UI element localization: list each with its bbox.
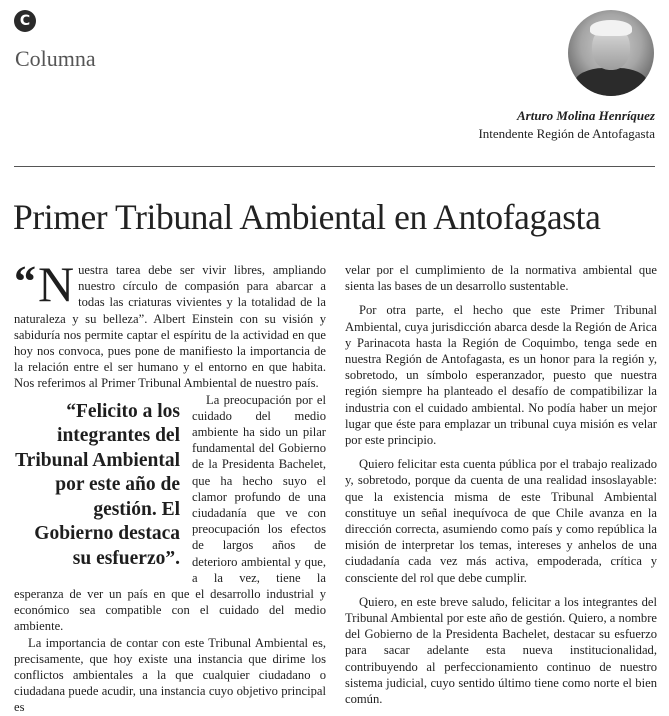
article-column-left [14,256,326,716]
article-paragraph: Por otra parte, el hecho que este Primer Tribunal Ambiental, cuya jurisdicción abarca desde la Región de Arica y Parinacota hasta la Región de Coquimbo, tenga sede en nuestra Región de Antofagasta, es un honor para la región y, sobretodo, un símbolo esperanzador, puesto que nuestra región siempre ha planteado el desafío de compatibilizar la industria con el cuidado ambiental. No podía haber un mejor lugar que éste para emplazar un tribunal cuya misión es velar por este principio. [345,303,657,448]
open-quote-mark: “ [14,257,36,306]
article-paragraph: Quiero felicitar esta cuenta pública por el trabajo realizado y, sobretodo, porque da cuenta de una realidad insoslayable: que la existencia misma de este Tribunal Ambiental constituye un señal inequívoca de que Chile avanza en la dirección correcta, asumiendo como país y como república la misión de interpretar los temas, intereses y anhelos de una ciudadanía cada vez más activa, empoderada, crítica y consciente del rol que debe cumplir. [345,457,657,585]
article-paragraph: La importancia de contar con este Tribunal Ambiental es, precisamente, que hoy existe una instancia que dirime los conflictos ambientales a la que cualquier ciudadano o ciudadana puede acudir, una instancia cuyo objetivo principal es [14,635,326,715]
article-paragraph: velar por el cumplimiento de la normativa ambiental que sienta las bases de un desarrollo sustentable. [345,263,657,294]
author-photo [568,10,654,96]
column-badge: C [14,10,36,32]
header-divider [14,166,655,167]
lead-text: uestra tarea debe ser vivir libres, ampliando nuestro círculo de compasión para abarcar a todas las criaturas vivientes y la totalidad de la naturaleza y su belleza”. Albert Einstein con su visión y sabiduría nos permite captar el espíritu de la actividad en que hoy nos convoca, pues pone de manifiesto la importancia de la relación entre el ser humano y el entorno en que habita. Nos referimos al Primer Tribunal Ambiental de nuestro país. [14,263,326,391]
article-column-right [345,262,657,715]
pull-quote: “Felicito a los integrantes del Tribunal Ambiental por este año de gestión. El Gobierno destaca su esfuerzo”. [15,400,180,569]
article-lead-paragraph [14,256,326,392]
headline: Primer Tribunal Ambiental en Antofagasta [13,197,601,237]
article-paragraph: La preocupación por el cuidado del medio ambiente ha sido un pilar fundamental del Gobierno de la Presidenta Bachelet, que ha hecho suyo el clamor profundo de una ciudadanía que ve con preocupación los efectos de largos años de deterioro ambiental y que, a la vez, tiene la esperanza de ver un país en que el desarrollo industrial y económico sea compatible con el cuidado del medio ambiente. [14,392,326,634]
article-paragraph: Quiero, en este breve saludo, felicitar a los integrantes del Tribunal Ambiental por este año de gestión. Quiero, a nombre del Gobierno de la Presidenta Bachelet, destacar su esfuerzo para sacar adelante esta nueva institucionalidad, contribuyendo al perfeccionamiento continuo de nuestro sistema judicial, cuyo sentido último tiene como norte el bien común. [345,594,657,707]
author-role: Intendente Región de Antofagasta [478,126,655,141]
section-label: Columna [15,46,96,71]
drop-cap: N [38,256,75,312]
author-name: Arturo Molina Henríquez [517,108,655,123]
